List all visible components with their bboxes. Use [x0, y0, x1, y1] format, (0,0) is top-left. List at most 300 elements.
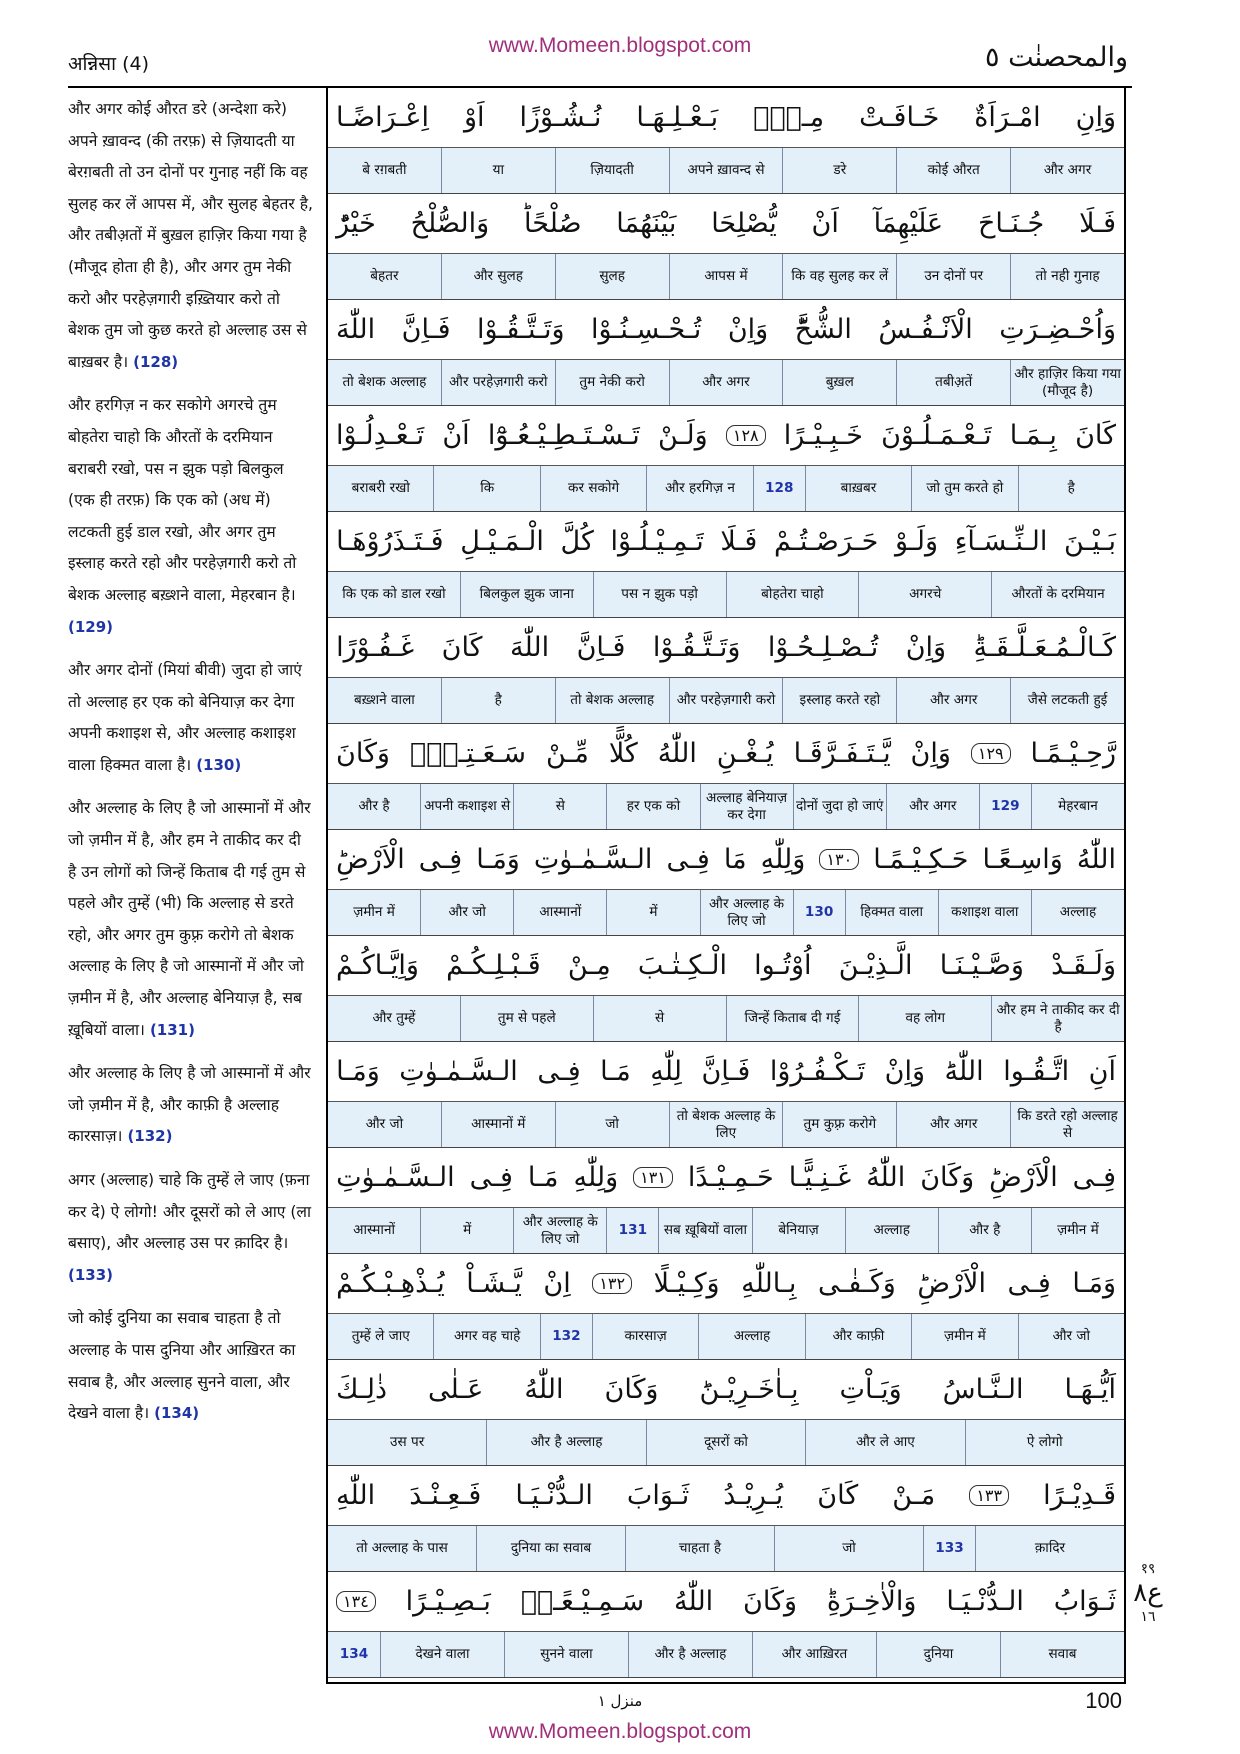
arabic-line: [328, 724, 1124, 784]
ruku-mark: ع٨: [1133, 1578, 1163, 1608]
translation-cell: तुम नेकी करो: [555, 360, 669, 405]
arabic-word: اَنِ: [1088, 1056, 1116, 1087]
arabic-word: الـسَّـمٰـوٰتِ: [399, 1056, 518, 1087]
translation-cell: और जो: [1018, 1314, 1124, 1359]
translation-cell: हिक्मत वाला: [845, 890, 938, 935]
translation-cell: बे रग़बती: [362, 162, 407, 178]
verse-line-group: [328, 724, 1124, 830]
site-url-bottom[interactable]: www.Momeen.blogspot.com: [488, 1720, 752, 1743]
translation-cell: क़ादिर: [975, 1526, 1124, 1571]
translation-cell: और है अल्लाह: [486, 1420, 645, 1465]
arabic-line: [328, 406, 1124, 466]
translation-cell: तो नही गुनाह: [1010, 254, 1124, 299]
translation-cell: जो: [774, 1526, 923, 1571]
translation-cell: दूसरों को: [646, 1420, 805, 1465]
arabic-word: الـسَّـمٰـوٰتِ: [336, 1162, 455, 1193]
translation-cell: और ले आए: [805, 1420, 964, 1465]
arabic-word: ثَـوَابَ: [626, 1480, 690, 1511]
verse-number: (131): [149, 1020, 195, 1039]
arabic-line: [328, 1254, 1124, 1314]
ruku-top: १९: [1140, 1561, 1156, 1577]
translation-cell: अल्लाह बेनियाज़ कर देगा: [700, 784, 793, 829]
arabic-word: اَنْ: [811, 208, 839, 239]
arabic-word: مَـنْ: [892, 1480, 936, 1511]
translation-cell: सुलह: [555, 254, 669, 299]
ruku-bottom: ١٦: [1140, 1609, 1156, 1625]
arabic-word: اللّٰهَ: [336, 314, 376, 345]
arabic-word: سَـعَـتِـهٖؕ: [409, 738, 527, 769]
arabic-word: خَيْرٌؕ: [336, 208, 376, 239]
arabic-word: وَمَـا: [336, 1056, 380, 1087]
translation-cell: अगर वह चाहे: [433, 1314, 539, 1359]
site-url-top[interactable]: www.Momeen.blogspot.com: [488, 34, 752, 57]
arabic-word: وَاِنِ: [1075, 102, 1116, 133]
translation-cell: जिन्हें किताब दी गई: [726, 996, 859, 1041]
commentary-text: और अल्लाह के लिए है जो आस्मानों में और जो ज़मीन में है, और हम ने ताकीद कर दी है उन लोगों को जिन्हें किताब दी गई तुम से पहले और तुम्हें (भी) कि अल्लाह से डरते रहो, और अगर तुम कुफ़्र करोगे तो बेशक अल्लाह के लिए है जो आस्मानों में और जो ज़मीन में है, और अल्लाह बेनियाज़ है, सब ख़ूबियों वाला।: [68, 799, 311, 1039]
arabic-word: كَانَ: [817, 1480, 859, 1511]
arabic-word: مِـنْ: [567, 950, 611, 981]
arabic-word: وَتَـتَّـقُـوْا: [477, 314, 565, 345]
ayah-number-marker: ١٣٣: [969, 1485, 1009, 1506]
arabic-line: [328, 1360, 1124, 1420]
verse-line-group: [328, 1466, 1124, 1572]
translation-cell: और आख़िरत: [752, 1632, 876, 1677]
arabic-word: فِـى: [666, 844, 710, 875]
ruku-marker: [1133, 1560, 1163, 1626]
arabic-word: فِـى: [1072, 1162, 1116, 1193]
arabic-line: [328, 512, 1124, 572]
verse-number: (134): [154, 1404, 200, 1423]
arabic-word: اللّٰهَؕ: [944, 1056, 984, 1087]
ayah-number-marker: ١٣١: [633, 1167, 673, 1188]
translation-cell: तुम्हें ले जाए: [351, 1328, 410, 1344]
arabic-word: كَـالْـمُـعَـلَّـقَـةِؕ: [973, 632, 1116, 663]
arabic-word: امْـرَاَةٌ: [974, 102, 1041, 133]
commentary-paragraph: [68, 1303, 314, 1429]
arabic-word: اللّٰهُ: [866, 1162, 906, 1193]
arabic-word: اَنْ: [442, 420, 470, 451]
arabic-word: وَلَـقَـدْ: [1051, 950, 1116, 981]
arabic-word: لِلّٰهِ: [650, 1056, 682, 1087]
verse-line-group: [328, 936, 1124, 1042]
arabic-word: فِـى: [1007, 1268, 1051, 1299]
translation-cell: डरे: [782, 148, 896, 193]
arabic-word: وَاُحْـضِـرَتِ: [999, 314, 1116, 345]
arabic-word: ثَـوَابُ: [1053, 1586, 1116, 1617]
translation-row: [328, 996, 1124, 1041]
arabic-word: فَـاِنَّ: [701, 1056, 751, 1087]
arabic-line: [328, 300, 1124, 360]
arabic-word: فِـى: [418, 844, 463, 875]
translation-cell: आस्मानों: [513, 890, 606, 935]
translation-cell: अगरचे: [858, 572, 991, 617]
arabic-word: تَـكْـفُـرُوْا: [769, 1056, 866, 1087]
arabic-word: فَـلَا: [720, 526, 758, 557]
ayah-number-cell: 129: [979, 784, 1031, 829]
verse-number: (130): [196, 755, 242, 774]
translation-cell: ज़मीन में: [1031, 1208, 1124, 1253]
ayah-number-cell: 134: [339, 1646, 369, 1662]
page-number: 100: [1085, 1688, 1122, 1713]
arabic-word: كُلًّا: [608, 738, 638, 769]
verse-number: (132): [127, 1127, 173, 1146]
translation-cell: दोनों जुदा हो जाएं: [793, 784, 886, 829]
arabic-word: رَّحِـيْـمًـا: [1030, 738, 1116, 769]
commentary-paragraph: [68, 94, 314, 378]
arabic-word: وَصَّـيْـنَـا: [939, 950, 1024, 981]
arabic-word: اللّٰهُ: [1076, 844, 1116, 875]
arabic-word: غَـنِـيًّـا: [788, 1162, 852, 1193]
arabic-line: [328, 1572, 1124, 1632]
arabic-word: جُـنَـاحَ: [977, 208, 1045, 239]
arabic-word: تَـعْـمَـلُـوْنَ: [881, 420, 992, 451]
arabic-word: وَكَانَ: [743, 1586, 797, 1617]
arabic-line: [328, 1466, 1124, 1526]
translation-cell: और हरगिज़ न: [646, 466, 752, 511]
arabic-word: عَلَيْهِمَآ: [873, 208, 944, 239]
arabic-word: اُوْتُـوا: [754, 950, 812, 981]
ayah-number-marker: ١٢٨: [726, 425, 766, 446]
arabic-word: الْاَرْضِؕ: [917, 1268, 986, 1299]
arabic-word: وَلَـوْ: [894, 526, 939, 557]
translation-row: [328, 1314, 1124, 1359]
arabic-word: وَتَـتَّـقُـوْا: [652, 632, 741, 663]
arabic-word: قَـدِيْـرًا: [1043, 1480, 1116, 1511]
word-by-word-grid: [326, 88, 1126, 1684]
arabic-word: بَـيْـنَ: [1063, 526, 1116, 557]
translation-cell: दुनिया: [876, 1632, 1000, 1677]
verse-line-group: [328, 194, 1124, 300]
translation-cell: अपने ख़ावन्द से: [669, 148, 783, 193]
translation-cell: और सुलह: [441, 254, 555, 299]
arabic-word: حَـمِـيْـدًا: [687, 1162, 774, 1193]
arabic-word: خَـبِـيْـرًا: [783, 420, 863, 451]
translation-cell: और है: [938, 1208, 1031, 1253]
arabic-word: وَلَـنْ: [657, 420, 708, 451]
arabic-word: وَكَانَ: [336, 738, 390, 769]
commentary-text: अगर (अल्लाह) चाहे कि तुम्हें ले जाए (फ़ना कर दे) ऐ लोगो! और दूसरों को ले आए (ला बसाए), और अल्लाह उस पर क़ादिर है।: [68, 1171, 312, 1253]
ayah-number-marker: ١٢٩: [971, 743, 1011, 764]
juz-title-arabic: والمحصنٰت ٥: [985, 42, 1128, 73]
translation-cell: ऐ लोगो: [965, 1420, 1124, 1465]
arabic-word: بَـصِـيْـرًا: [405, 1586, 491, 1617]
verse-number: (128): [133, 352, 179, 371]
arabic-word: وَيَـاْتِ: [839, 1374, 902, 1405]
translation-cell: चाहता है: [625, 1526, 774, 1571]
arabic-word: يَّـشَـاْ: [466, 1268, 522, 1299]
verse-line-group: [328, 1042, 1124, 1148]
arabic-word: مَا: [723, 844, 747, 875]
arabic-word: وَاِنْ: [910, 738, 951, 769]
translation-cell: और है: [358, 798, 390, 814]
ayah-number-marker: ١٣٢: [592, 1273, 632, 1294]
translation-cell: बुख़ल: [782, 360, 896, 405]
translation-cell: देखने वाला: [380, 1632, 504, 1677]
commentary-text: और अगर दोनों (मियां बीवी) जुदा हो जाएं तो अल्लाह हर एक को बेनियाज़ कर देगा अपनी कशाइश से, और अल्लाह कशाइश वाला हिक्मत वाला है।: [68, 661, 302, 774]
verse-number: (133): [68, 1265, 114, 1284]
verse-line-group: [328, 1360, 1124, 1466]
ayah-number-cell: 133: [923, 1526, 975, 1571]
arabic-word: وَكَانَ: [920, 1162, 975, 1193]
verse-line-group: [328, 618, 1124, 724]
arabic-word: وَاِنْ: [905, 632, 947, 663]
translation-cell: कोई औरत: [896, 148, 1010, 193]
arabic-word: اتَّـقُـوا: [1003, 1056, 1070, 1087]
translation-cell: बोहतेरा चाहो: [726, 572, 859, 617]
translation-cell: कारसाज़: [592, 1314, 698, 1359]
verse-line-group: [328, 1572, 1124, 1678]
translation-cell: बख़्शने वाला: [354, 692, 415, 708]
arabic-word: وَكَـفٰـى: [817, 1268, 896, 1299]
arabic-word: الـدُّنْـيَـا: [515, 1480, 593, 1511]
arabic-word: الْـمَـيْـلِ: [460, 526, 544, 557]
arabic-word: الْاَنْـفُـسُ: [878, 314, 973, 345]
arabic-word: الـنَّـاسُ: [942, 1374, 1024, 1405]
arabic-word: الشُّحَّؕ: [794, 314, 852, 345]
arabic-word: الْاَرْضِؕ: [336, 844, 405, 875]
verse-line-group: [328, 406, 1124, 512]
arabic-word: وَلِلّٰهِ: [573, 1162, 619, 1193]
translation-cell: ज़मीन में: [353, 904, 395, 920]
arabic-word: تَـمِـيْـلُـوْا: [610, 526, 704, 557]
translation-cell: बेनियाज़: [752, 1208, 845, 1253]
translation-cell: बाख़बर: [805, 466, 911, 511]
translation-cell: पस न झुक पड़ो: [593, 572, 726, 617]
translation-row: [328, 1420, 1124, 1465]
arabic-word: وَكِـيْـلًا: [653, 1268, 720, 1299]
translation-cell: अपनी कशाइश से: [420, 784, 513, 829]
arabic-word: يَّـتَـفَـرَّقَـا: [793, 738, 891, 769]
translation-row: [328, 466, 1124, 511]
arabic-word: بِـمَـا: [1009, 420, 1057, 451]
arabic-word: وَالصُّلْحُ: [410, 208, 490, 239]
arabic-word: بَـعْـلِـهَـا: [636, 102, 719, 133]
commentary-paragraph: [68, 1165, 314, 1291]
translation-cell: कि डरते रहो अल्लाह से: [1010, 1102, 1124, 1147]
commentary-paragraph: [68, 390, 314, 643]
arabic-word: نُـشُـوْزًا: [519, 102, 602, 133]
arabic-word: تَـسْـتَـطِـيْـعُـوْٓا: [487, 420, 640, 451]
arabic-word: مِـنْۢ: [753, 102, 825, 133]
translation-cell: कशाइश वाला: [938, 890, 1031, 935]
translation-cell: में: [606, 890, 699, 935]
arabic-word: كَانَ: [441, 632, 483, 663]
translation-cell: उन दोनों पर: [896, 254, 1010, 299]
translation-cell: जैसे लटकती हुई: [1010, 678, 1124, 723]
arabic-line: [328, 618, 1124, 678]
arabic-word: تُـحْـسِـنُـوْا: [591, 314, 702, 345]
surah-title-hindi: अन्निसा (4): [68, 53, 149, 75]
arabic-word: يُـرِيْـدُ: [723, 1480, 784, 1511]
translation-cell: बराबरी रखो: [351, 480, 410, 496]
translation-cell: आस्मानों: [353, 1222, 396, 1238]
arabic-word: غَـفُـوْرًا: [336, 632, 415, 663]
translation-cell: या: [441, 148, 555, 193]
arabic-word: حَـكِـيْـمًـا: [873, 844, 969, 875]
verse-line-group: [328, 300, 1124, 406]
translation-cell: जो तुम करते हो: [911, 466, 1017, 511]
verse-line-group: [328, 1254, 1124, 1360]
translation-cell: कि वह सुलह कर लें: [782, 254, 896, 299]
translation-cell: अल्लाह: [1031, 890, 1124, 935]
commentary-text: और अल्लाह के लिए है जो आस्मानों में और जो ज़मीन में है, और काफ़ी है अल्लाह कारसाज़।: [68, 1064, 311, 1146]
translation-cell: और अगर: [896, 678, 1010, 723]
translation-cell: कि एक को डाल रखो: [342, 586, 446, 602]
arabic-word: وَلِلّٰهِ: [760, 844, 806, 875]
translation-row: [328, 678, 1124, 723]
translation-cell: है: [441, 678, 555, 723]
ayah-number-cell: 131: [606, 1208, 658, 1253]
arabic-word: تَـعْـدِلُـوْا: [336, 420, 425, 451]
translation-cell: और काफ़ी: [805, 1314, 911, 1359]
translation-cell: आस्मानों में: [441, 1102, 555, 1147]
translation-cell: मेहरबान: [1031, 784, 1124, 829]
arabic-word: الَّـذِيْـنَ: [838, 950, 913, 981]
translation-cell: और हम ने ताकीद कर दी है: [991, 996, 1124, 1041]
arabic-word: اَوْ: [463, 102, 485, 133]
arabic-line: [328, 194, 1124, 254]
translation-cell: कर सकोगे: [540, 466, 646, 511]
arabic-word: مِّـنْ: [545, 738, 589, 769]
arabic-word: اللّٰهُ: [657, 738, 697, 769]
arabic-word: فِـى: [469, 1162, 513, 1193]
verse-line-group: [328, 88, 1124, 194]
arabic-word: فَـاِنَّ: [576, 632, 626, 663]
translation-cell: और अगर: [886, 784, 979, 829]
arabic-word: سَـمِـيْـعًـاۢ: [520, 1586, 645, 1617]
arabic-word: مَـا: [600, 1056, 631, 1087]
arabic-word: فَـعِـنْـدَ: [409, 1480, 482, 1511]
commentary-paragraph: [68, 793, 314, 1046]
arabic-word: يُّصْلِحَا: [711, 208, 777, 239]
arabic-word: فَـتَـذَرُوْهَـا: [336, 526, 444, 557]
translation-cell: अल्लाह: [845, 1208, 938, 1253]
translation-cell: औरतों के दरमियान: [991, 572, 1124, 617]
commentary-text: और हरगिज़ न कर सकोगे अगरचे तुम बोहतेरा चाहो कि औरतों के दरमियान बराबरी रखो, पस न झुक पड़ो बिलकुल (एक ही तरफ़) कि एक को (अध में) लटकती हुई डाल रखो, और अगर तुम इस्लाह करते रहो और परहेज़गारी करो तो बेशक अल्लाह बख़्शने वाला, मेहरबान है।: [68, 396, 297, 604]
translation-row: [328, 254, 1124, 299]
translation-cell: तो बेशक अल्लाह: [342, 374, 427, 390]
translation-cell: और अगर: [1010, 148, 1124, 193]
translation-cell: ज़ियादती: [555, 148, 669, 193]
translation-cell: और परहेज़गारी करो: [669, 678, 783, 723]
translation-row: [328, 1208, 1124, 1253]
arabic-word: فِـى: [537, 1056, 581, 1087]
arabic-word: فَـاِنَّ: [401, 314, 451, 345]
arabic-word: الـنِّـسَـآءِ: [954, 526, 1048, 557]
translation-cell: में: [420, 1208, 513, 1253]
translation-cell: और तुम्हें: [372, 1010, 416, 1026]
arabic-line: [328, 1042, 1124, 1102]
commentary-text: और अगर कोई औरत डरे (अन्देशा करे) अपने ख़ावन्द (की तरफ़) से ज़ियादती या बेरग़बती तो उन दोनों पर गुनाह नहीं कि वह सुलह कर लें आपस में, और सुलह बेहतर है, और तबीअ़तों में बुख़ल हाज़िर किया गया है (मौजूद होता ही है), और अगर तुम नेकी करो और परहेज़गारी इख़्तियार करो तो बेशक तुम जो कुछ करते हो अल्लाह उस से बाख़बर है।: [68, 100, 314, 371]
translation-cell: उस पर: [390, 1434, 425, 1450]
arabic-word: يُـغْـنِ: [716, 738, 774, 769]
translation-cell: और परहेज़गारी करो: [441, 360, 555, 405]
arabic-word: الـدُّنْـيَـا: [946, 1586, 1024, 1617]
commentary-paragraph: [68, 1058, 314, 1153]
arabic-word: اللّٰهُ: [674, 1586, 714, 1617]
arabic-word: عَـلٰى: [427, 1374, 484, 1405]
arabic-word: اِعْـرَاضًـا: [336, 102, 430, 133]
translation-cell: तो अल्लाह के पास: [356, 1540, 448, 1556]
arabic-word: وَمَـا: [1072, 1268, 1116, 1299]
ayah-number-cell: 130: [793, 890, 845, 935]
arabic-word: وَالْاٰخِـرَةِؕ: [826, 1586, 917, 1617]
arabic-word: اَيُّـهَـا: [1064, 1374, 1116, 1405]
verse-line-group: [328, 1148, 1124, 1254]
translation-cell: जो: [555, 1102, 669, 1147]
translation-cell: अल्लाह: [698, 1314, 804, 1359]
arabic-word: كَانَ: [1075, 420, 1116, 451]
arabic-word: كُلَّ: [560, 526, 594, 557]
arabic-word: وَاِنْ: [727, 314, 769, 345]
arabic-word: الْـكِـتٰـبَ: [637, 950, 727, 981]
translation-cell: से: [593, 996, 726, 1041]
translation-cell: तो बेशक अल्लाह: [555, 678, 669, 723]
translation-row: [328, 1632, 1124, 1677]
arabic-word: بِـاللّٰهِ: [741, 1268, 797, 1299]
verse-number: (129): [68, 617, 114, 636]
translation-row: [328, 1526, 1124, 1571]
translation-cell: और अगर: [669, 360, 783, 405]
arabic-word: ذٰلِـكَ: [336, 1374, 387, 1405]
translation-cell: सुनने वाला: [504, 1632, 628, 1677]
translation-row: [328, 1102, 1124, 1147]
verse-line-group: [328, 830, 1124, 936]
arabic-word: وَمَـا: [476, 844, 520, 875]
commentary-text: जो कोई दुनिया का सवाब चाहता है तो अल्लाह के पास दुनिया और आख़िरत का सवाब है, और अल्लाह सुनने वाला, और देखने वाला है।: [68, 1309, 296, 1423]
translation-cell: बिलकुल झुक जाना: [460, 572, 593, 617]
translation-cell: तुम कुफ़्र करोगे: [782, 1102, 896, 1147]
arabic-word: تُـصْـلِـحُـوْا: [767, 632, 879, 663]
translation-cell: और जो: [420, 890, 513, 935]
arabic-word: الْاَرْضِؕ: [989, 1162, 1058, 1193]
translation-row: [328, 360, 1124, 405]
translation-cell: इस्लाह करते रहो: [782, 678, 896, 723]
arabic-word: خَـافَـتْ: [859, 102, 940, 133]
manzil-label: منزل ١: [597, 1692, 643, 1710]
translation-cell: दुनिया का सवाब: [476, 1526, 625, 1571]
translation-cell: और अगर: [896, 1102, 1010, 1147]
translation-cell: ज़मीन में: [911, 1314, 1017, 1359]
ayah-number-cell: 128: [753, 466, 805, 511]
translation-row: [328, 148, 1124, 193]
arabic-word: فَـلَا: [1079, 208, 1116, 239]
commentary-paragraph: [68, 655, 314, 781]
hindi-commentary-column: [68, 88, 320, 1682]
ayah-number-marker: ١٣٠: [819, 849, 859, 870]
arabic-word: وَاسِـعًـا: [982, 844, 1063, 875]
arabic-word: بَيْنَهُمَا: [616, 208, 677, 239]
ayah-number-cell: 132: [540, 1314, 592, 1359]
translation-cell: वह लोग: [858, 996, 991, 1041]
ayah-number-marker: ١٣٤: [336, 1591, 376, 1612]
translation-cell: कि: [433, 466, 539, 511]
translation-row: [328, 572, 1124, 617]
translation-cell: तुम से पहले: [460, 996, 593, 1041]
translation-cell: और अल्लाह के लिए जो: [700, 890, 793, 935]
arabic-word: اللّٰهِ: [336, 1480, 376, 1511]
translation-cell: आपस में: [669, 254, 783, 299]
translation-cell: और जो: [365, 1116, 404, 1132]
verse-line-group: [328, 512, 1124, 618]
translation-cell: बेहतर: [370, 268, 399, 284]
arabic-word: الـسَّـمٰـوٰتِ: [533, 844, 653, 875]
translation-cell: से: [513, 784, 606, 829]
arabic-word: قَـبْـلِـكُـمْ: [446, 950, 541, 981]
arabic-line: [328, 1148, 1124, 1208]
translation-cell: और अल्लाह के लिए जो: [513, 1208, 606, 1253]
translation-cell: और है अल्लाह: [628, 1632, 752, 1677]
